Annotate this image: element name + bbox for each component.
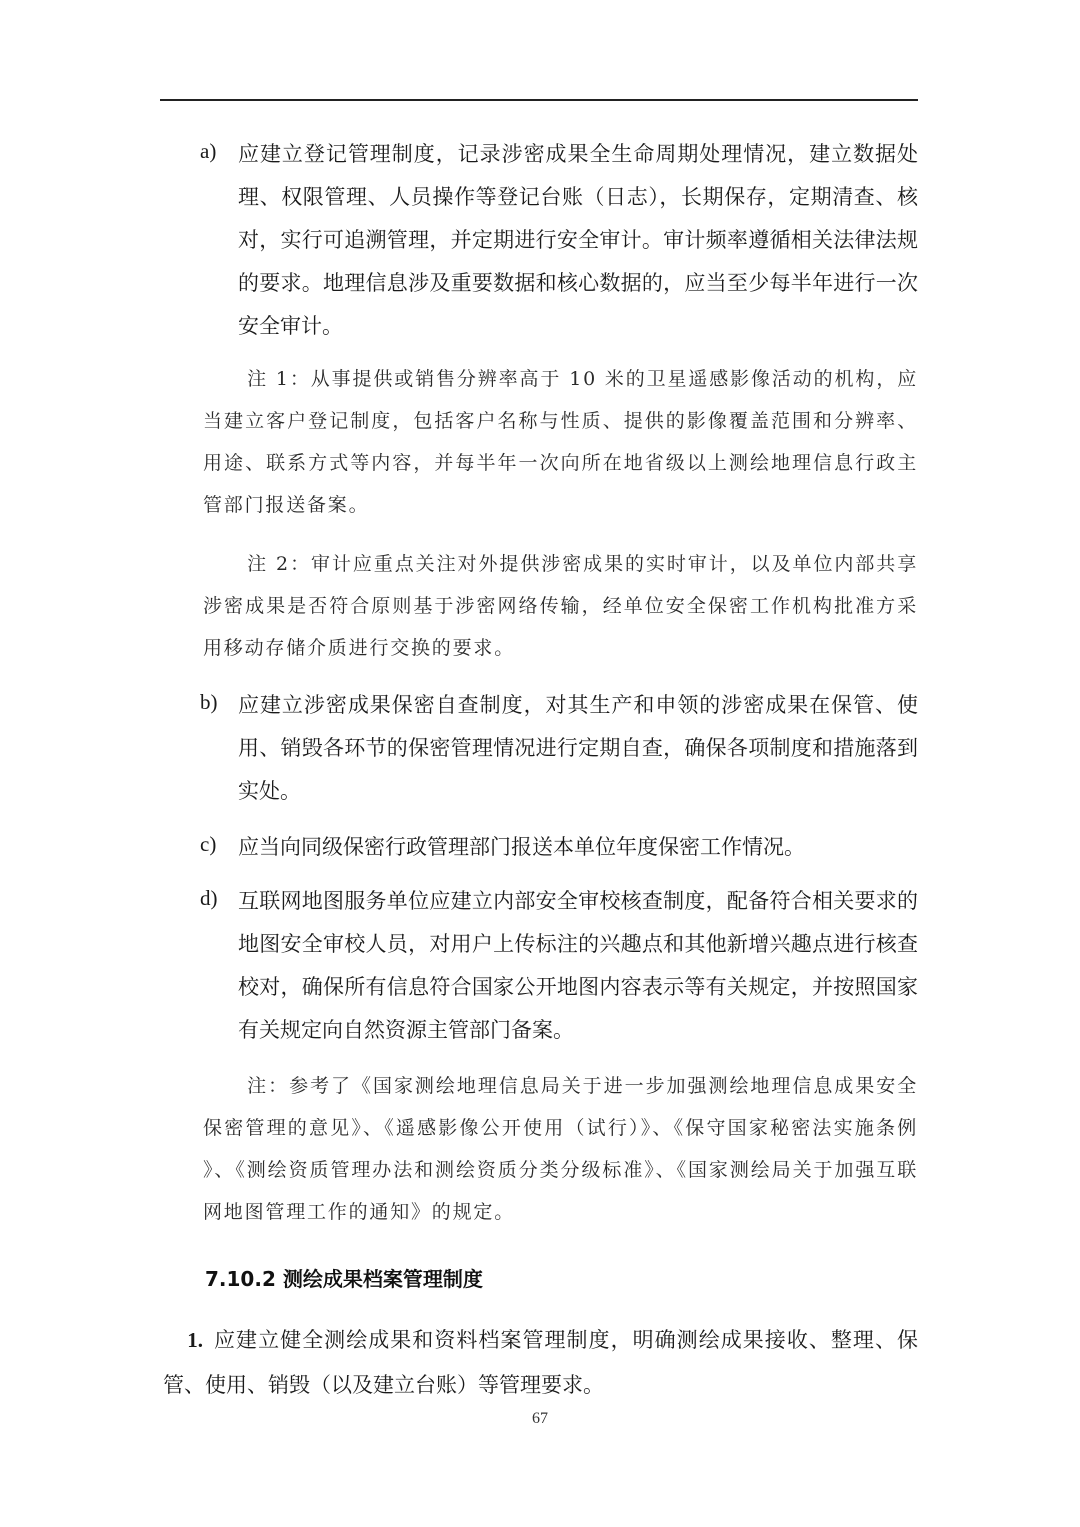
numbered-paragraph-text: 应建立健全测绘成果和资料档案管理制度，明确测绘成果接收、整理、保管、使用、销毁（以及建立台账）等管理要求。 bbox=[163, 1328, 918, 1397]
section-heading: 7.10.2 测绘成果档案管理制度 bbox=[205, 1267, 483, 1291]
note-2 bbox=[203, 543, 918, 669]
list-marker: a) bbox=[200, 139, 217, 163]
note-3 bbox=[203, 1065, 918, 1233]
item-number: 1. bbox=[187, 1328, 203, 1352]
note-2-text: 注 2：审计应重点关注对外提供涉密成果的实时审计，以及单位内部共享涉密成果是否符合原则基于涉密网络传输，经单位安全保密工作机构批准方采用移动存储介质进行交换的要求。 bbox=[203, 553, 918, 659]
list-item-text: 互联网地图服务单位应建立内部安全审校核查制度，配备符合相关要求的地图安全审校人员，对用户上传标注的兴趣点和其他新增兴趣点进行核查校对，确保所有信息符合国家公开地图内容表示等有关规定，并按照国家有关规定向自然资源主管部门备案。 bbox=[238, 889, 918, 1042]
header-rule bbox=[160, 99, 918, 101]
note-1 bbox=[203, 358, 918, 526]
list-marker: d) bbox=[200, 886, 218, 910]
note-3-text: 注：参考了《国家测绘地理信息局关于进一步加强测绘地理信息成果安全保密管理的意见》、《遥感影像公开使用（试行）》、《保守国家秘密法实施条例 》、《测绘资质管理办法和测绘资质分类分级标准》、《国家测绘局关于加强互联网地图管理工作的通知》的规定。 bbox=[203, 1075, 918, 1223]
list-marker: b) bbox=[200, 690, 218, 714]
numbered-paragraph bbox=[163, 1318, 918, 1408]
list-item-text: 应建立登记管理制度，记录涉密成果全生命周期处理情况，建立数据处理、权限管理、人员操作等登记台账（日志），长期保存，定期清查、核对，实行可追溯管理，并定期进行安全审计。审计频率遵循相关法律法规的要求。地理信息涉及重要数据和核心数据的，应当至少每半年进行一次安全审计。 bbox=[238, 142, 918, 338]
list-marker: c) bbox=[200, 832, 217, 856]
note-1-text: 注 1：从事提供或销售分辨率高于 10 米的卫星遥感影像活动的机构，应当建立客户登记制度，包括客户名称与性质、提供的影像覆盖范围和分辨率、用途、联系方式等内容，并每半年一次向所在地省级以上测绘地理信息行政主管部门报送备案。 bbox=[203, 368, 918, 516]
list-item-text: 应建立涉密成果保密自查制度，对其生产和申领的涉密成果在保管、使用、销毁各环节的保密管理情况进行定期自查，确保各项制度和措施落到实处。 bbox=[238, 693, 918, 803]
list-item-text: 应当向同级保密行政管理部门报送本单位年度保密工作情况。 bbox=[238, 835, 805, 859]
page-number: 67 bbox=[532, 1410, 548, 1427]
